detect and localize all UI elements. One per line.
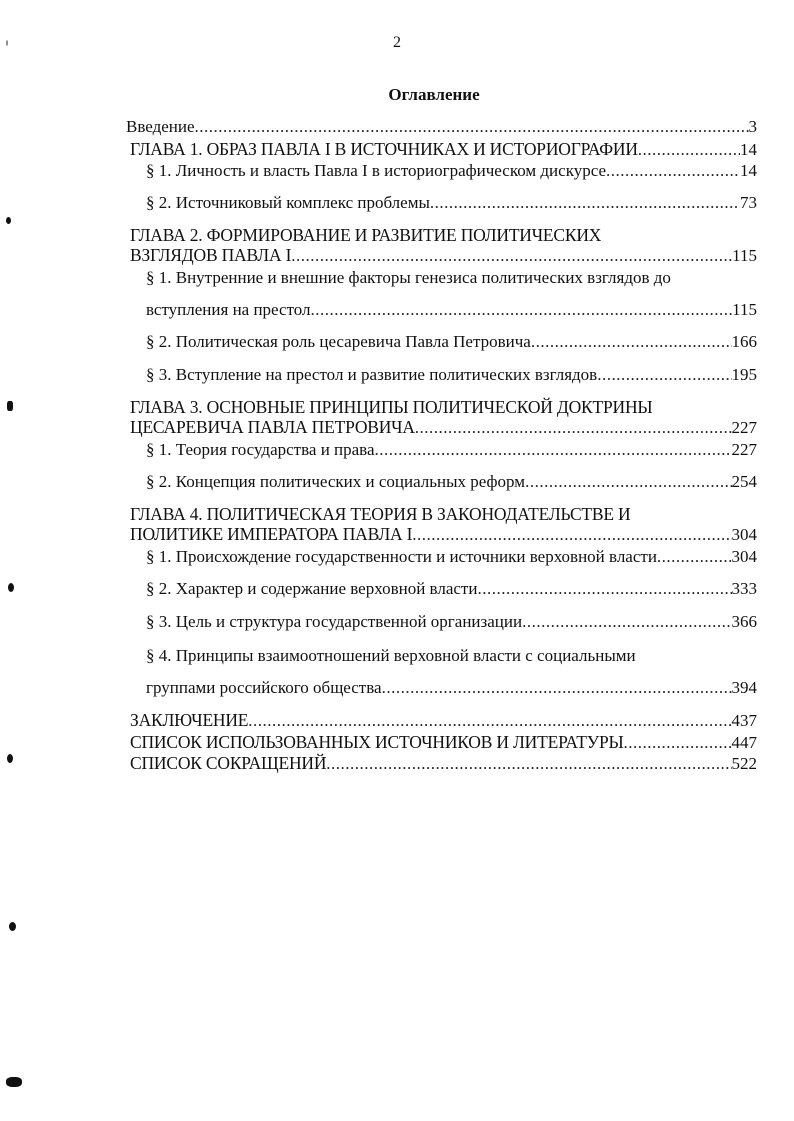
toc-entry-title-line-1: ГЛАВА 4. ПОЛИТИЧЕСКАЯ ТЕОРИЯ В ЗАКОНОДАТЕЛЬСТВЕ И: [130, 504, 631, 524]
toc-entry-page: 522: [731, 754, 757, 773]
scan-speck: [9, 922, 16, 931]
scan-speck: [7, 401, 13, 411]
toc-entry-chapter-1[interactable]: [130, 139, 757, 160]
scan-speck: [6, 40, 8, 46]
toc-entry-chapter-3[interactable]: [130, 397, 757, 438]
toc-entry-title: ГЛАВА 1. ОБРАЗ ПАВЛА I В ИСТОЧНИКАХ И ИСТОРИОГРАФИИ: [130, 139, 638, 159]
leader-dots: [522, 612, 731, 632]
toc-entry-title-line-2: группами российского общества: [146, 678, 382, 697]
toc-entry-title: § 1. Теория государства и права: [146, 440, 375, 459]
leader-dots: [375, 440, 732, 460]
toc-entry-section-2-2[interactable]: [146, 332, 757, 352]
leader-dots: [430, 193, 740, 213]
toc-entry-title: § 1. Личность и власть Павла I в историографическом дискурсе: [146, 161, 607, 180]
scan-speck: [6, 1077, 22, 1087]
toc-entry-title-line-1: § 1. Внутренние и внешние факторы генезиса политических взглядов до: [146, 268, 671, 287]
leader-dots: [248, 711, 731, 731]
toc-entry-title: СПИСОК СОКРАЩЕНИЙ: [130, 753, 327, 773]
toc-entry-chapter-2[interactable]: [130, 225, 757, 266]
leader-dots: [291, 246, 732, 266]
toc-entry-page: 304: [731, 525, 757, 544]
toc-entry-title: § 3. Вступление на престол и развитие политических взглядов: [146, 365, 598, 384]
toc-entry-title-line-2: ПОЛИТИКЕ ИМПЕРАТОРА ПАВЛА I: [130, 524, 413, 544]
leader-dots: [531, 332, 732, 352]
toc-entry-page: 115: [732, 246, 757, 265]
leader-dots: [606, 161, 740, 181]
toc-entry-title: Введение: [126, 117, 195, 136]
toc-entry-section-1-1[interactable]: [146, 161, 757, 181]
toc-entry-section-4-2[interactable]: [146, 579, 757, 599]
toc-entry-page: 14: [740, 161, 757, 180]
leader-dots: [412, 525, 731, 545]
toc-entry-page: 333: [731, 579, 757, 598]
leader-dots: [624, 733, 732, 753]
leader-dots: [657, 547, 732, 567]
toc-entry-title: § 2. Политическая роль цесаревича Павла Петровича: [146, 332, 531, 351]
leader-dots: [326, 754, 731, 774]
toc-entry-page: 3: [748, 117, 757, 136]
toc-entry-page: 195: [731, 365, 757, 384]
toc-entry-page: 227: [731, 418, 757, 437]
toc-entry-title-line-2: вступления на престол: [146, 300, 311, 319]
toc-entry-page: 115: [732, 300, 757, 319]
page-number: 2: [393, 34, 401, 51]
toc-entry-title: § 1. Происхождение государственности и источники верховной власти: [146, 547, 657, 566]
toc-entry-title: ЗАКЛЮЧЕНИЕ: [130, 710, 249, 730]
toc-entry-abbreviations[interactable]: [130, 753, 757, 774]
toc-entry-section-4-4[interactable]: [146, 646, 757, 698]
toc-entry-introduction[interactable]: [126, 117, 757, 137]
toc-entry-section-4-3[interactable]: [146, 612, 757, 632]
leader-dots: [415, 418, 732, 438]
toc-entry-page: 254: [731, 472, 757, 491]
toc-entry-section-1-2[interactable]: [146, 193, 757, 213]
toc-entry-page: 394: [731, 678, 757, 697]
toc-entry-section-4-1[interactable]: [146, 547, 757, 567]
leader-dots: [311, 300, 733, 320]
toc-entry-sources-and-literature[interactable]: [130, 732, 757, 753]
toc-entry-title: СПИСОК ИСПОЛЬЗОВАННЫХ ИСТОЧНИКОВ И ЛИТЕРАТУРЫ: [130, 732, 624, 752]
toc-entry-title-line-2: ЦЕСАРЕВИЧА ПАВЛА ПЕТРОВИЧА: [130, 417, 415, 437]
toc-entry-title-line-1: ГЛАВА 3. ОСНОВНЫЕ ПРИНЦИПЫ ПОЛИТИЧЕСКОЙ ДОКТРИНЫ: [130, 397, 653, 417]
leader-dots: [477, 579, 731, 599]
toc-entry-section-3-1[interactable]: [146, 440, 757, 460]
leader-dots: [638, 140, 740, 160]
toc-entry-page: 437: [731, 711, 757, 730]
toc-entry-conclusion[interactable]: [130, 710, 757, 731]
leader-dots: [195, 117, 749, 137]
toc-entry-title-line-1: § 4. Принципы взаимоотношений верховной власти с социальными: [146, 646, 636, 665]
toc-entry-section-3-2[interactable]: [146, 472, 757, 492]
toc-entry-section-2-1[interactable]: [146, 268, 757, 320]
toc-entry-title: § 3. Цель и структура государственной организации: [146, 612, 523, 631]
toc-entry-title: § 2. Характер и содержание верховной власти: [146, 579, 478, 598]
toc-entry-page: 304: [731, 547, 757, 566]
scan-speck: [6, 217, 11, 224]
scan-speck: [7, 754, 13, 763]
toc-entry-page: 14: [740, 140, 757, 159]
scan-speck: [8, 583, 14, 592]
toc-title: Оглавление: [388, 85, 480, 104]
leader-dots: [525, 472, 731, 492]
toc-entry-page: 447: [731, 733, 757, 752]
toc-entry-page: 73: [740, 193, 757, 212]
toc-entry-title-line-1: ГЛАВА 2. ФОРМИРОВАНИЕ И РАЗВИТИЕ ПОЛИТИЧЕСКИХ: [130, 225, 602, 245]
toc-entry-section-2-3[interactable]: [146, 365, 757, 385]
toc-entry-chapter-4[interactable]: [130, 504, 757, 545]
leader-dots: [382, 678, 732, 698]
leader-dots: [597, 365, 731, 385]
toc-entry-title: § 2. Источниковый комплекс проблемы: [146, 193, 430, 212]
toc-entry-page: 227: [731, 440, 757, 459]
toc-entry-title: § 2. Концепция политических и социальных реформ: [146, 472, 526, 491]
toc-entry-page: 166: [731, 332, 757, 351]
toc-entry-title-line-2: ВЗГЛЯДОВ ПАВЛА I: [130, 245, 292, 265]
toc-entry-page: 366: [731, 612, 757, 631]
